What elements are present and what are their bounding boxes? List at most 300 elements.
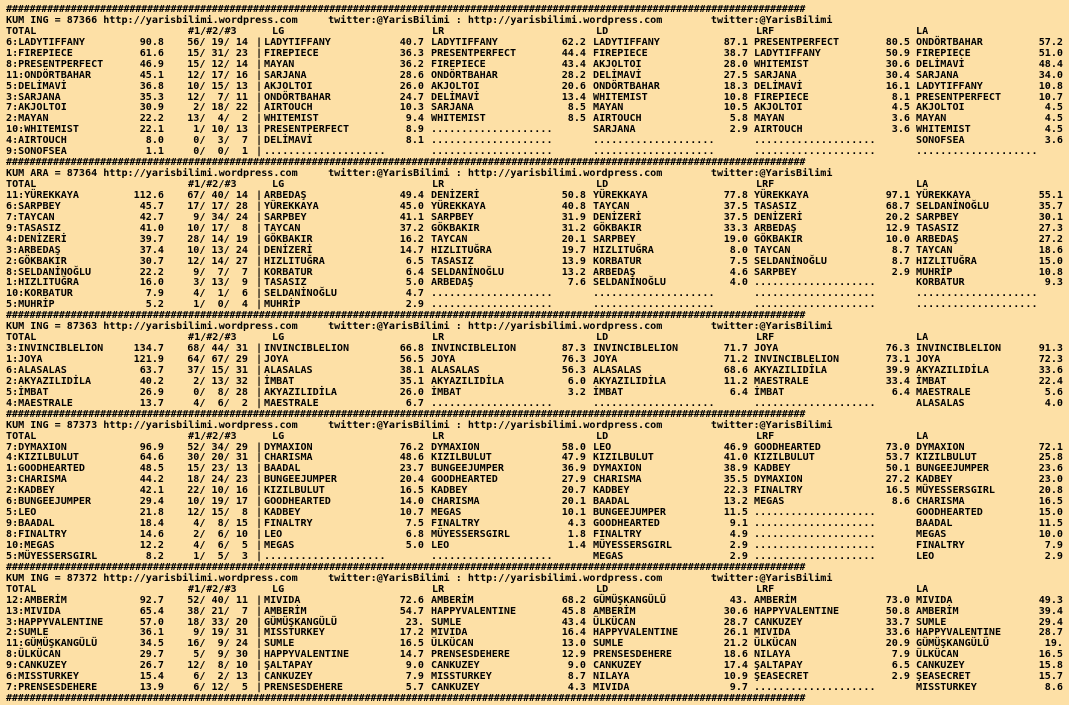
table-row [6, 497, 1069, 508]
horse-name: 2:MAYAN [6, 113, 49, 125]
ld-horse: SARPBEY [593, 233, 636, 245]
lr-horse: MISSTURKEY [431, 671, 492, 683]
lrf-score: 73.1 [885, 354, 910, 365]
column-divider: | [256, 69, 263, 81]
lr-score: 68.2 [561, 594, 586, 606]
horse-name: 6:LADYTIFFANY [6, 36, 86, 48]
placings: 10/ 13/ 24 [187, 244, 248, 256]
horse-name: 5:İMBAT [6, 386, 49, 398]
lrf-score: 73.0 [885, 594, 910, 606]
total-score: 44.2 [139, 474, 164, 486]
places-col-label: #1/#2/#3 [188, 179, 237, 190]
ld-score: 6.4 [729, 386, 748, 398]
la-horse: AKYAZILIDİLA [916, 364, 989, 376]
placings: 2/ 6/ 10 [193, 529, 248, 540]
la-horse: GÜMÜŞKANGÜLÜ [916, 638, 989, 650]
placings: 10/ 15/ 13 [187, 80, 248, 92]
column-divider: | [256, 539, 263, 551]
lr-col-label: LR [432, 583, 445, 595]
la-score: 39.4 [1038, 605, 1063, 617]
lr-horse: .................... [431, 135, 553, 147]
horse-name: 11:YÜREKKAYA [6, 189, 79, 201]
total-score: 121.9 [133, 354, 164, 365]
lg-horse: ŞALTAPAY [264, 660, 313, 672]
column-divider: | [256, 507, 263, 519]
lrf-horse: SARJANA [754, 69, 797, 81]
lg-horse: KORBATUR [264, 266, 313, 278]
column-headers [6, 432, 1069, 443]
la-horse: SARJANA [916, 69, 959, 81]
lr-horse: .................... [431, 550, 553, 562]
total-score: 34.5 [139, 638, 164, 650]
lg-score: 17.2 [399, 627, 424, 639]
ld-horse: DENİZERİ [593, 211, 642, 223]
lr-score: 13.2 [561, 266, 586, 278]
ld-horse: BAADAL [593, 496, 630, 508]
lr-horse: SARJANA [431, 102, 474, 114]
placings: 12/ 15/ 8 [187, 507, 248, 519]
lrf-horse: .................... [754, 299, 876, 311]
la-score: 30.1 [1038, 211, 1063, 223]
lrf-score: 76.3 [885, 343, 910, 355]
total-score: 46.9 [139, 58, 164, 70]
lg-horse: MISSTURKEY [264, 627, 325, 639]
la-score: 10.0 [1038, 529, 1063, 540]
ld-horse: FIREPIECE [593, 47, 648, 59]
total-col-label: TOTAL [6, 332, 37, 344]
lrf-horse: INVINCIBLELION [754, 354, 840, 365]
placings: 22/ 10/ 16 [187, 485, 248, 497]
lg-score: 40.7 [399, 36, 424, 48]
la-score: 34.0 [1038, 69, 1063, 81]
ld-horse: FINALTRY [593, 529, 642, 540]
lr-horse: TAYCAN [431, 233, 468, 245]
placings: 0/ 0/ 1 [193, 146, 248, 158]
lr-horse: GÖKBAKIR [431, 222, 480, 234]
column-divider: | [256, 485, 263, 497]
la-score: 55.1 [1038, 189, 1063, 201]
lrf-horse: ŞALTAPAY [754, 660, 803, 672]
la-horse: BAADAL [916, 518, 953, 530]
column-divider: | [256, 627, 263, 639]
lr-score: 12.9 [561, 649, 586, 661]
la-col-label: LA [916, 25, 929, 37]
lrf-horse: AKYAZILIDİLA [754, 364, 827, 376]
separator-line: ######################################################################################################################################## [6, 311, 806, 322]
table-row [6, 519, 1069, 530]
ld-horse: MEGAS [593, 550, 624, 562]
lg-score: 48.6 [399, 452, 424, 464]
placings: 1/ 0/ 4 [193, 299, 248, 311]
separator-line: ######################################################################################################################################## [6, 5, 806, 15]
lr-score: 4.3 [567, 682, 586, 694]
column-divider: | [256, 529, 263, 540]
lrf-horse: MEGAS [754, 496, 785, 508]
ld-horse: JOYA [593, 354, 618, 365]
la-score: 18.6 [1038, 244, 1063, 256]
total-score: 16.0 [139, 277, 164, 289]
horse-name: 3:CHARISMA [6, 474, 67, 486]
lrf-horse: .................... [754, 135, 876, 147]
ld-horse: .................... [593, 397, 715, 409]
section-header: KUM ING = 87366 http://yarisbilimi.wordpress.com twitter:@YarisBilimi : http://yarisbilimi.wordpress.com twitter:@YarisBilimi [6, 14, 833, 26]
lr-score: 16.4 [561, 627, 586, 639]
la-score: 22.4 [1038, 375, 1063, 387]
lrf-horse: AMBERİM [754, 594, 797, 606]
lg-score: 8.9 [405, 124, 424, 136]
lrf-score: 80.5 [885, 36, 910, 48]
total-score: 64.6 [139, 452, 164, 464]
horse-name: 10:KORBATUR [6, 288, 73, 300]
lrf-horse: JOYA [754, 343, 779, 355]
placings: 4/ 8/ 15 [193, 518, 248, 530]
lrf-horse: ÜLKÜCAN [754, 638, 797, 650]
ld-score: 9.7 [729, 682, 748, 694]
total-score: 35.3 [139, 91, 164, 103]
total-score: 22.1 [139, 124, 164, 136]
ld-score: 38.7 [723, 47, 748, 59]
column-divider: | [256, 244, 263, 256]
lrf-horse: SARPBEY [754, 266, 797, 278]
la-score: 35.7 [1038, 200, 1063, 212]
lg-score: 9.4 [405, 113, 424, 125]
la-horse: ÜLKÜCAN [916, 649, 959, 661]
placings: 52/ 40/ 11 [187, 594, 248, 606]
ld-horse: AKJOLTOI [593, 58, 642, 70]
lr-horse: KIZILBULUT [431, 452, 492, 464]
ld-score: 21.2 [723, 638, 748, 650]
la-score: 10.7 [1038, 91, 1063, 103]
column-divider: | [256, 638, 263, 650]
lr-score: 20.1 [561, 496, 586, 508]
ld-score: 46.9 [723, 441, 748, 453]
placings: 10/ 17/ 8 [187, 222, 248, 234]
total-score: 39.7 [139, 233, 164, 245]
column-divider: | [256, 474, 263, 486]
lrf-horse: YÜREKKAYA [754, 189, 809, 201]
la-horse: BUNGEEJUMPER [916, 463, 989, 475]
la-score: 33.6 [1038, 364, 1063, 376]
lg-horse: CANKUZEY [264, 671, 313, 683]
lr-score: 62.2 [561, 36, 586, 48]
la-horse: KADBEY [916, 474, 953, 486]
lr-horse: LADYTIFFANY [431, 36, 498, 48]
column-divider: | [256, 211, 263, 223]
column-divider: | [256, 364, 263, 376]
placings: 15/ 23/ 13 [187, 463, 248, 475]
placings: 6/ 12/ 5 [193, 682, 248, 694]
lrf-score: 33.7 [885, 616, 910, 628]
column-divider: | [256, 266, 263, 278]
la-horse: ONDÖRTBAHAR [916, 36, 983, 48]
lr-score: 20.1 [561, 233, 586, 245]
la-score: 72.3 [1038, 354, 1063, 365]
ld-score: 41.0 [723, 452, 748, 464]
la-score: 27.3 [1038, 222, 1063, 234]
ld-score: 4.0 [729, 277, 748, 289]
lr-score: 87.3 [561, 343, 586, 355]
ld-horse: MÜYESSERSGIRL [593, 539, 673, 551]
placings: 13/ 4/ 2 [187, 113, 248, 125]
lrf-horse: .................... [754, 277, 876, 289]
ld-col-label: LD [596, 332, 609, 344]
horse-name: 6:SARPBEY [6, 200, 61, 212]
ld-horse: GÖKBAKIR [593, 222, 642, 234]
ld-horse: DYMAXION [593, 463, 642, 475]
ld-horse: İMBAT [593, 386, 624, 398]
la-score: 4.5 [1044, 113, 1063, 125]
lg-score: 45.0 [399, 200, 424, 212]
table-row [6, 300, 1069, 311]
lr-score: 20.7 [561, 485, 586, 497]
la-horse: MUHRİP [916, 266, 953, 278]
lg-score: 9.0 [405, 660, 424, 672]
lrf-horse: ARBEDAŞ [754, 222, 797, 234]
la-score: 10.8 [1038, 80, 1063, 92]
lr-score: 40.8 [561, 200, 586, 212]
lg-col-label: LG [272, 430, 285, 442]
lr-score: 27.9 [561, 474, 586, 486]
lr-horse: SELDANİNOĞLU [431, 266, 504, 278]
lr-horse: ARBEDAŞ [431, 277, 474, 289]
la-horse: AKJOLTOI [916, 102, 965, 114]
lr-horse: ÜLKÜCAN [431, 638, 474, 650]
lr-horse: SARPBEY [431, 211, 474, 223]
lg-horse: SARPBEY [264, 211, 307, 223]
ld-score: 28.0 [723, 58, 748, 70]
lr-col-label: LR [432, 179, 445, 190]
horse-name: 7:TAYCAN [6, 211, 55, 223]
ld-score: 9.1 [729, 518, 748, 530]
table-row [6, 257, 1069, 268]
lrf-score: 2.9 [891, 266, 910, 278]
ld-horse: BUNGEEJUMPER [593, 507, 666, 519]
total-score: 1.1 [145, 146, 164, 158]
horse-name: 9:TASASIZ [6, 222, 61, 234]
column-divider: | [256, 146, 263, 158]
lrf-score: 97.1 [885, 189, 910, 201]
placings: 4/ 6/ 2 [193, 397, 248, 409]
lg-col-label: LG [272, 583, 285, 595]
column-divider: | [256, 518, 263, 530]
lr-score: 43.4 [561, 58, 586, 70]
ld-score: 5.8 [729, 113, 748, 125]
lg-score: 49.4 [399, 189, 424, 201]
la-horse: MEGAS [916, 529, 947, 540]
lr-horse: .................... [431, 397, 553, 409]
lg-horse: LEO [264, 529, 283, 540]
lg-horse: GOODHEARTED [264, 496, 331, 508]
horse-name: 5:MÜYESSERSGIRL [6, 550, 98, 562]
lrf-horse: NILAYA [754, 649, 791, 661]
ld-score: 10.9 [723, 671, 748, 683]
lg-score: 2.9 [405, 299, 424, 311]
lrf-horse: .................... [754, 550, 876, 562]
la-horse: ALASALAS [916, 397, 965, 409]
lrf-score: 53.7 [885, 452, 910, 464]
ld-score: 87.1 [723, 36, 748, 48]
lrf-score: 8.6 [891, 496, 910, 508]
ld-score: 68.6 [723, 364, 748, 376]
lrf-horse: DENİZERİ [754, 211, 803, 223]
lrf-score: 30.4 [885, 69, 910, 81]
horse-name: 1:GOODHEARTED [6, 463, 86, 475]
lg-horse: ARBEDAŞ [264, 189, 307, 201]
total-score: 36.8 [139, 80, 164, 92]
lr-horse: CHARISMA [431, 496, 480, 508]
placings: 18/ 24/ 23 [187, 474, 248, 486]
horse-name: 1:HIZLITUĞRA [6, 277, 79, 289]
la-horse: .................... [916, 299, 1038, 311]
lrf-score: 16.1 [885, 80, 910, 92]
lrf-score: 3.6 [891, 113, 910, 125]
la-score: 8.6 [1044, 682, 1063, 694]
total-score: 18.4 [139, 518, 164, 530]
total-score: 92.7 [139, 594, 164, 606]
section-header: KUM ING = 87373 http://yarisbilimi.wordpress.com twitter:@YarisBilimi : http://yarisbilimi.wordpress.com twitter:@YarisBilimi [6, 419, 833, 431]
la-horse: JOYA [916, 354, 941, 365]
lrf-score: 4.5 [891, 102, 910, 114]
horse-name: 2:GÖKBAKIR [6, 255, 67, 267]
lr-score: 10.1 [561, 507, 586, 519]
lrf-score: 10.0 [885, 233, 910, 245]
lrf-score: 12.9 [885, 222, 910, 234]
column-divider: | [256, 605, 263, 617]
ld-score: 71.2 [723, 354, 748, 365]
total-col-label: TOTAL [6, 430, 37, 442]
lg-horse: BUNGEEJUMPER [264, 474, 337, 486]
lrf-horse: .................... [754, 507, 876, 519]
lg-horse: LADYTIFFANY [264, 36, 331, 48]
lr-horse: AKJOLTOI [431, 80, 480, 92]
la-horse: PRESENTPERFECT [916, 91, 1002, 103]
ld-score: 2.9 [729, 550, 748, 562]
ld-score: 13.2 [723, 496, 748, 508]
total-score: 112.6 [133, 189, 164, 201]
la-horse: MISSTURKEY [916, 682, 977, 694]
ld-horse: SELDANİNOĞLU [593, 277, 666, 289]
lrf-col-label: LRF [756, 25, 775, 37]
lrf-score: 6.4 [891, 386, 910, 398]
la-horse: AMBERİM [916, 605, 959, 617]
ld-score: 18.6 [723, 649, 748, 661]
la-col-label: LA [916, 179, 929, 190]
la-col-label: LA [916, 430, 929, 442]
lg-score: 14.7 [399, 649, 424, 661]
total-score: 5.2 [145, 299, 164, 311]
lrf-score: 68.7 [885, 200, 910, 212]
lrf-score: 27.2 [885, 474, 910, 486]
placings: 9/ 7/ 7 [193, 266, 248, 278]
horse-name: 1:JOYA [6, 354, 43, 365]
total-score: 12.2 [139, 539, 164, 551]
horse-name: 1:FIREPIECE [6, 47, 73, 59]
horse-name: 9:SONOFSEA [6, 146, 67, 158]
total-score: 40.2 [139, 375, 164, 387]
lrf-score: 20.9 [885, 638, 910, 650]
lg-score: 20.4 [399, 474, 424, 486]
lg-score: 24.7 [399, 91, 424, 103]
lrf-col-label: LRF [756, 583, 775, 595]
column-divider: | [256, 58, 263, 70]
ld-horse: LADYTIFFANY [593, 36, 660, 48]
lg-score: 76.2 [399, 441, 424, 453]
lrf-horse: ŞEASECRET [754, 671, 809, 683]
ld-horse: WHITEMIST [593, 91, 648, 103]
total-score: 45.1 [139, 69, 164, 81]
column-divider: | [256, 594, 263, 606]
total-score: 90.8 [139, 36, 164, 48]
la-horse: FINALTRY [916, 539, 965, 551]
total-col-label: TOTAL [6, 179, 37, 190]
la-horse: LADYTIFFANY [916, 80, 983, 92]
lr-horse: FIREPIECE [431, 58, 486, 70]
section-header: KUM ING = 87372 http://yarisbilimi.wordpress.com twitter:@YarisBilimi : http://yarisbilimi.wordpress.com twitter:@YarisBilimi [6, 572, 833, 584]
lrf-horse: TASASIZ [754, 200, 797, 212]
lrf-score: 6.5 [891, 660, 910, 672]
la-score: 4.5 [1044, 102, 1063, 114]
ld-horse: TAYCAN [593, 200, 630, 212]
ld-score: 18.3 [723, 80, 748, 92]
lrf-horse: AIRTOUCH [754, 124, 803, 136]
la-score: 20.8 [1038, 485, 1063, 497]
lr-horse: DENİZERİ [431, 189, 480, 201]
lg-horse: FINALTRY [264, 518, 313, 530]
la-horse: ARBEDAŞ [916, 233, 959, 245]
ld-score: 8.0 [729, 244, 748, 256]
lr-horse: SUMLE [431, 616, 462, 628]
placings: 9/ 34/ 24 [193, 211, 248, 223]
la-score: 25.8 [1038, 452, 1063, 464]
lr-horse: DYMAXION [431, 441, 480, 453]
lrf-score: 50.8 [885, 605, 910, 617]
ld-score: 19.0 [723, 233, 748, 245]
ld-horse: GÜMÜŞKANGÜLÜ [593, 594, 666, 606]
lg-score: 10.7 [399, 507, 424, 519]
lg-score: 72.6 [399, 594, 424, 606]
la-horse: .................... [916, 288, 1038, 300]
la-score: 11.5 [1038, 518, 1063, 530]
la-horse: MÜYESSERSGIRL [916, 485, 996, 497]
lg-col-label: LG [272, 179, 285, 190]
ld-score: 37.5 [723, 211, 748, 223]
ld-horse: CANKUZEY [593, 660, 642, 672]
lg-score: 6.5 [405, 255, 424, 267]
total-score: 96.9 [139, 441, 164, 453]
lrf-score: 8.7 [891, 255, 910, 267]
ld-horse: HAPPYVALENTINE [593, 627, 679, 639]
la-score: 15.0 [1038, 507, 1063, 519]
lr-horse: BUNGEEJUMPER [431, 463, 504, 475]
lg-horse: DELİMAVİ [264, 135, 313, 147]
lr-score: 43.4 [561, 616, 586, 628]
ld-score: 35.5 [723, 474, 748, 486]
total-score: 65.4 [139, 605, 164, 617]
lrf-horse: AKJOLTOI [754, 102, 803, 114]
placings: 0/ 8/ 28 [193, 386, 248, 398]
la-score: 51.0 [1038, 47, 1063, 59]
lg-score: 5.7 [405, 682, 424, 694]
lrf-horse: .................... [754, 682, 876, 694]
ld-horse: .................... [593, 299, 715, 311]
la-score: 15.8 [1038, 660, 1063, 672]
table-row [6, 672, 1069, 683]
horse-name: 5:DELİMAVİ [6, 80, 67, 92]
ld-score: 4.9 [729, 529, 748, 540]
lg-horse: GÜMÜŞKANGÜLÜ [264, 616, 337, 628]
la-horse: KORBATUR [916, 277, 965, 289]
la-horse: .................... [916, 146, 1038, 158]
